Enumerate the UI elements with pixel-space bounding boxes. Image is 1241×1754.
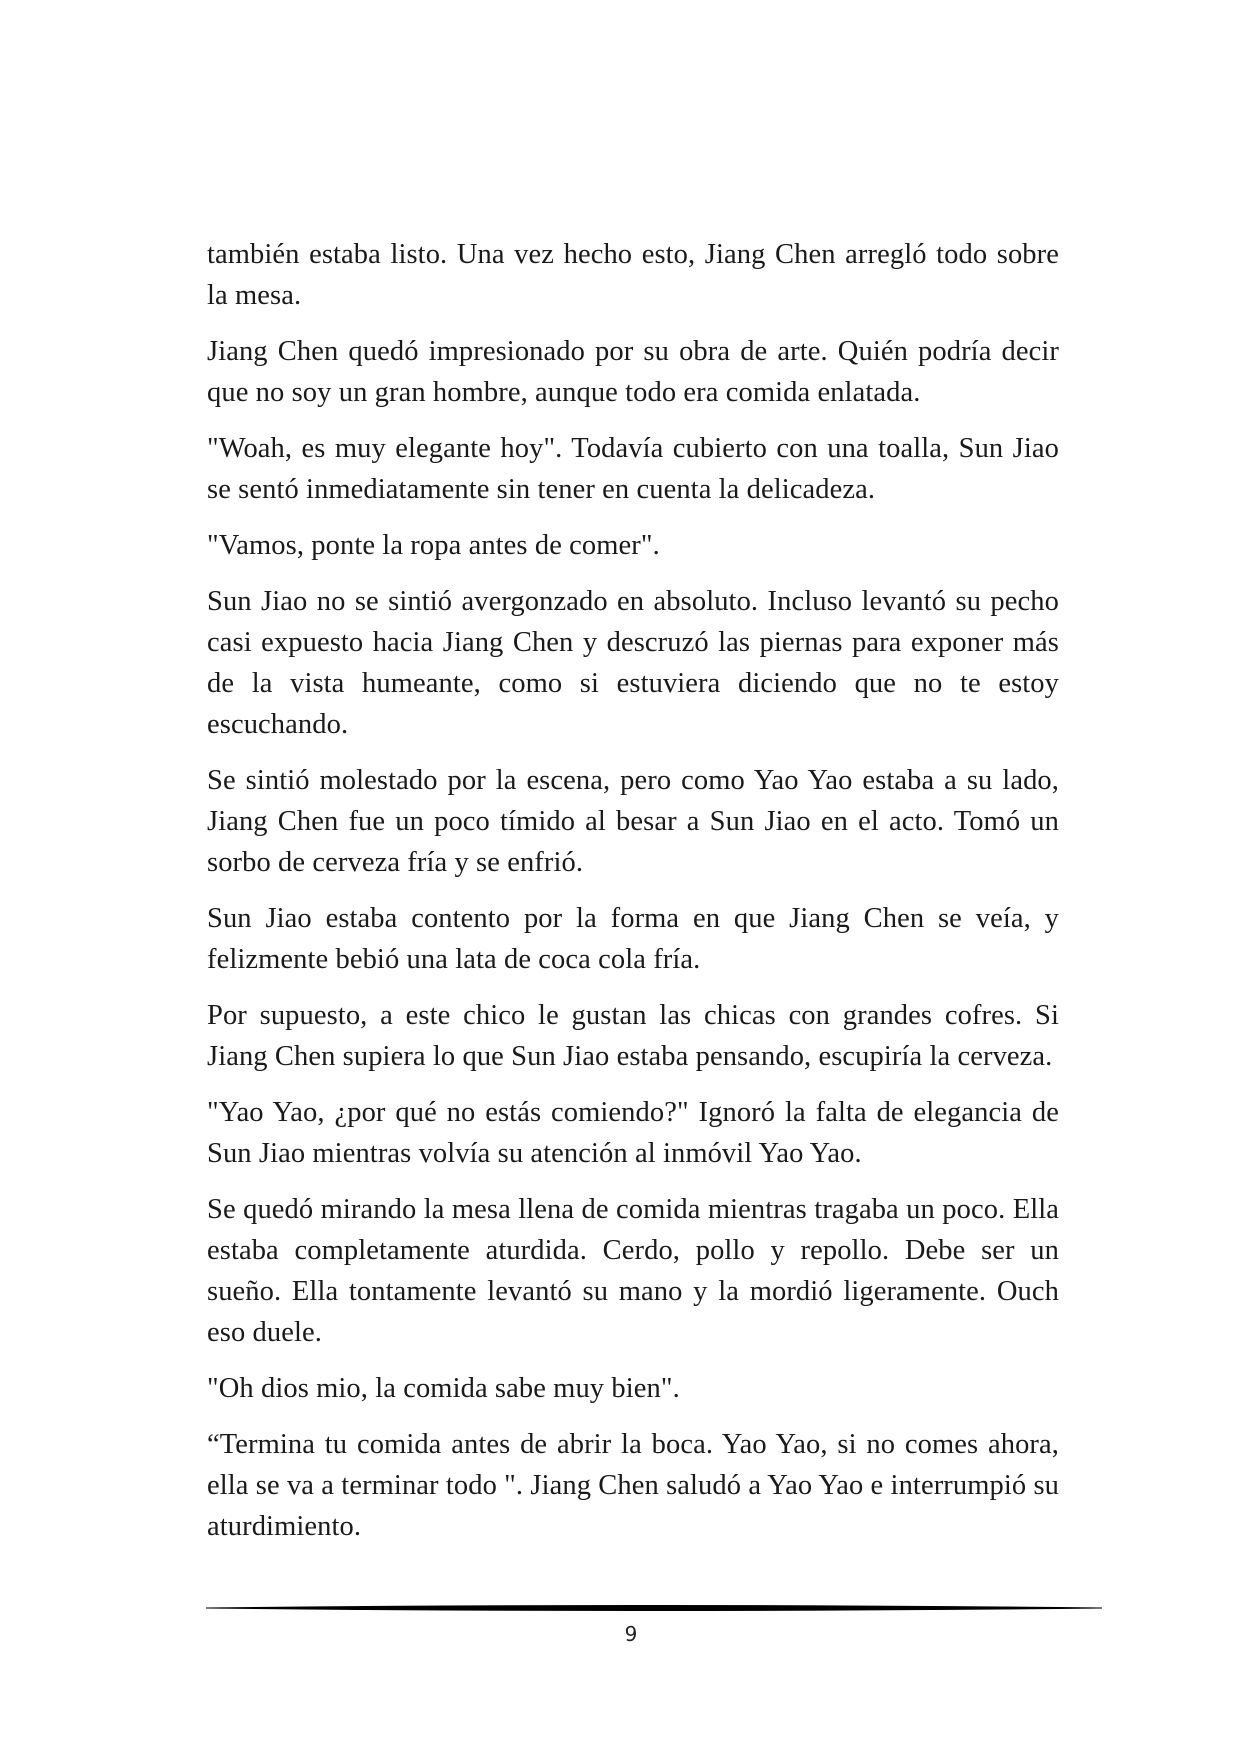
page-number: 9 [624,1622,638,1646]
paragraph: Se sintió molestado por la escena, pero como Yao Yao estaba a su lado, Jiang Chen fue un poco tímido al besar a Sun Jiao en el acto. Tomó un sorbo de cerveza fría y se enfrió. [207,765,1059,878]
paragraph: Sun Jiao estaba contento por la forma en que Jiang Chen se veía, y felizmente bebió una lata de coca cola fría. [207,903,1059,975]
paragraph: también estaba listo. Una vez hecho esto, Jiang Chen arregló todo sobre la mesa. [207,239,1059,311]
paragraph: Sun Jiao no se sintió avergonzado en absoluto. Incluso levantó su pecho casi expuesto hacia Jiang Chen y descruzó las piernas para exponer más de la vista humeante, como si estuviera diciendo que no te estoy escuchando. [207,586,1059,740]
paragraph: "Yao Yao, ¿por qué no estás comiendo?" Ignoró la falta de elegancia de Sun Jiao mientras volvía su atención al inmóvil Yao Yao. [207,1097,1059,1169]
paragraph: Por supuesto, a este chico le gustan las chicas con grandes cofres. Si Jiang Chen supiera lo que Sun Jiao estaba pensando, escupiría la cerveza. [207,1000,1059,1072]
paragraph: Se quedó mirando la mesa llena de comida mientras tragaba un poco. Ella estaba completamente aturdida. Cerdo, pollo y repollo. Debe ser un sueño. Ella tontamente levantó su mano y la mordió ligeramente. Ouch eso duele. [207,1194,1059,1348]
paragraph: “Termina tu comida antes de abrir la boca. Yao Yao, si no comes ahora, ella se va a terminar todo ". Jiang Chen saludó a Yao Yao e interrumpió su aturdimiento. [207,1429,1059,1542]
paragraph: Jiang Chen quedó impresionado por su obra de arte. Quién podría decir que no soy un gran hombre, aunque todo era comida enlatada. [207,336,1059,408]
footer-divider [206,1600,1102,1616]
paragraph: "Vamos, ponte la ropa antes de comer". [207,530,660,561]
body-text [207,234,1059,1562]
paragraph: "Oh dios mio, la comida sabe muy bien". [207,1373,680,1404]
paragraph: "Woah, es muy elegante hoy". Todavía cubierto con una toalla, Sun Jiao se sentó inmediatamente sin tener en cuenta la delicadeza. [207,433,1059,505]
